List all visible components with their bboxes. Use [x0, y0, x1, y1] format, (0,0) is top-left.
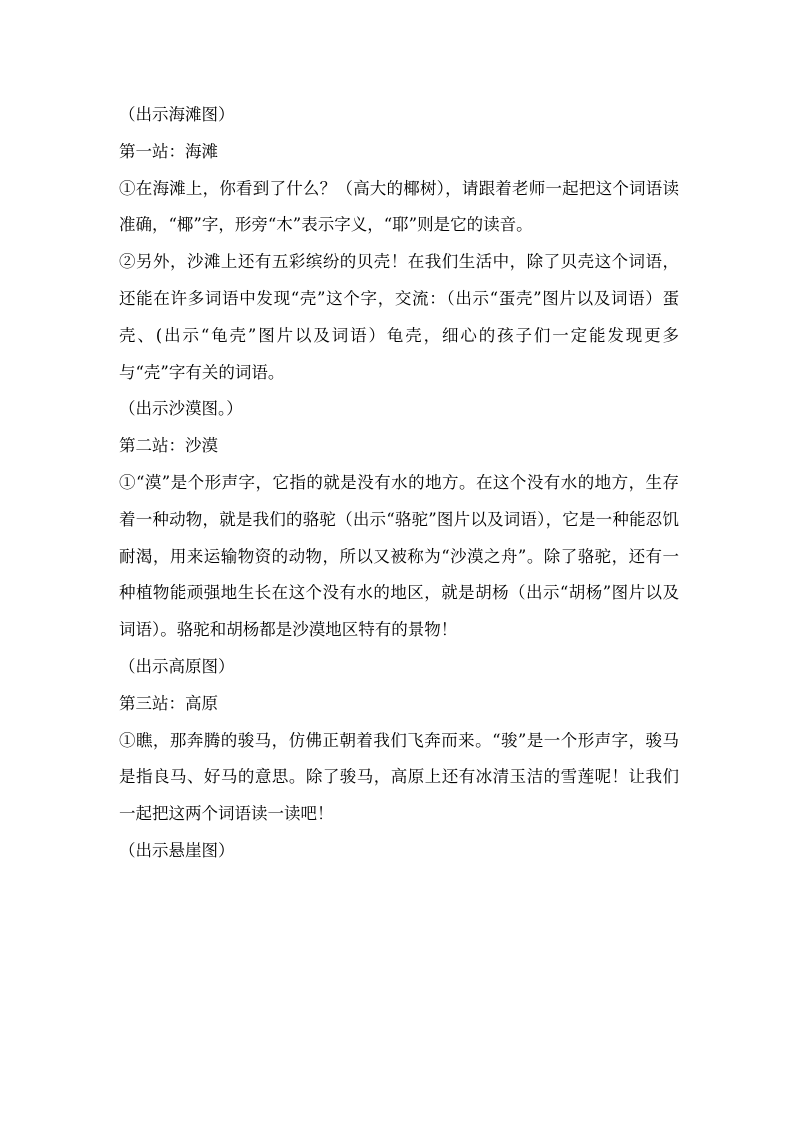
stage-direction-plateau: （出示高原图）	[119, 656, 235, 676]
paragraph-camel: ①“漠”是个形声字，它指的就是没有水的地方。在这个没有水的地方，生存着一种动物，就是我们的骆驼（出示“骆驼”图片以及词语），它是一种能忍饥耐渴，用来运输物资的动物，所以又被称为“沙漠之舟”。除了骆驼，还有一种植物能顽强地生长在这个没有水的地区，就是胡杨（出示“胡杨”图片以及词语）。骆驼和胡杨都是沙漠地区特有的景物！	[119, 472, 679, 640]
paragraph-shell: ②另外，沙滩上还有五彩缤纷的贝壳！在我们生活中，除了贝壳这个词语，还能在许多词语中发现“壳”这个字，交流：（出示“蛋壳”图片以及词语）蛋壳、(出示“龟壳”图片以及词语）龟壳，细心的孩子们一定能发现更多与“壳”字有关的词语。	[119, 252, 679, 382]
paragraph-horse: ①瞧，那奔腾的骏马，仿佛正朝着我们飞奔而来。“骏”是一个形声字，骏马是指良马、好马的意思。除了骏马，高原上还有冰清玉洁的雪莲呢！让我们一起把这两个词语读一读吧！	[119, 730, 679, 824]
stage-direction-cliff: （出示悬崖图）	[119, 840, 235, 860]
paragraph-coconut: ①在海滩上，你看到了什么？（高大的椰树），请跟着老师一起把这个词语读准确，“椰”字，形旁“木”表示字义，“耶”则是它的读音。	[119, 178, 679, 235]
section-heading-beach: 第一站：海滩	[119, 141, 218, 161]
stage-direction-desert: （出示沙漠图。）	[119, 399, 243, 419]
document-body	[119, 97, 679, 870]
stage-direction-beach: （出示海滩图）	[119, 105, 235, 124]
section-heading-desert: 第二站：沙漠	[119, 436, 218, 456]
section-heading-plateau: 第三站：高原	[119, 693, 218, 713]
